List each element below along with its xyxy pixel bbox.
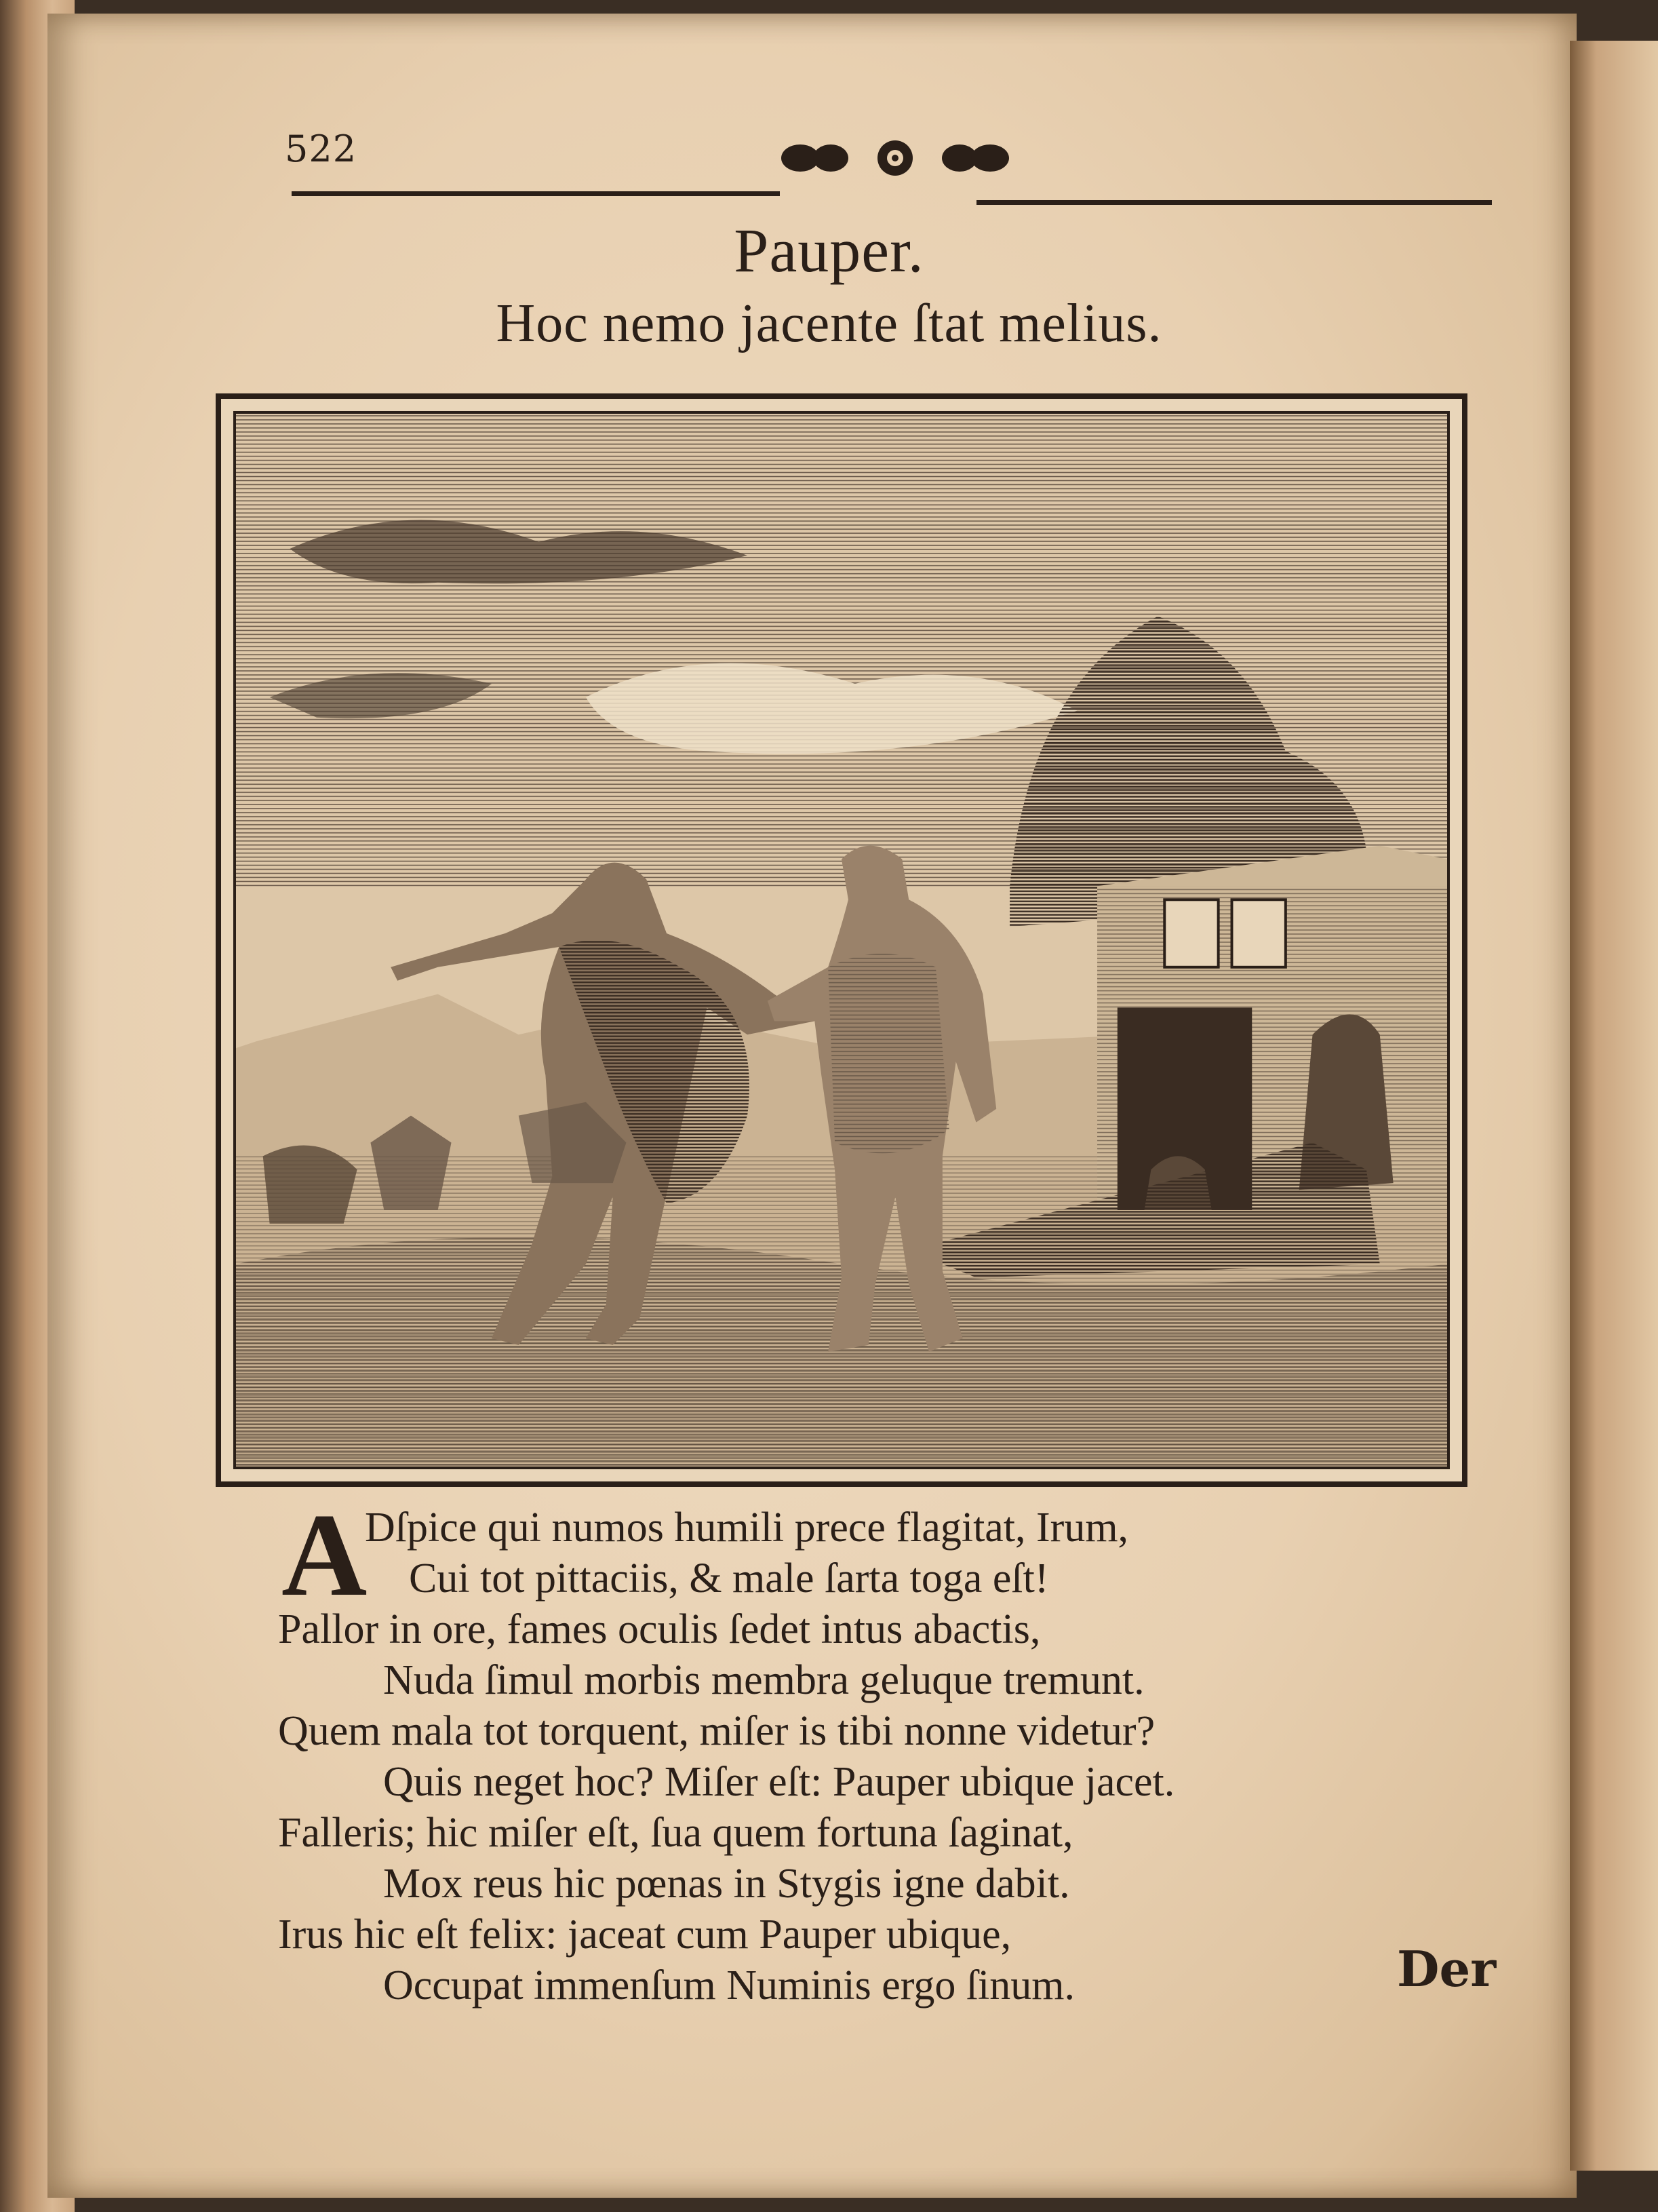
facing-page-edge — [1570, 41, 1658, 2171]
page-title: Pauper. — [734, 216, 924, 285]
poem-line: Mox reus hic pœnas in Stygis igne dabit. — [383, 1861, 1070, 1907]
poem-line: Pallor in ore, fames oculis ſedet intus abactis, — [278, 1606, 1041, 1652]
page-number: 522 — [285, 128, 357, 170]
poem-line: Nuda ſimul morbis membra geluque tremunt. — [383, 1657, 1145, 1703]
engraving-plate — [216, 393, 1467, 1487]
poem-line: Irus hic eſt felix: jaceat cum Pauper ubique, — [278, 1912, 1012, 1958]
poem-line: Quis neget hoc? Miſer eſt: Pauper ubique jacet. — [383, 1759, 1175, 1805]
poem-verse — [278, 1489, 1431, 2011]
poem-line: Dſpice qui numos humili prece flagitat, Irum, — [365, 1505, 1129, 1551]
page-motto: Hoc nemo jacente ſtat melius. — [496, 294, 1162, 353]
poem-line: Quem mala tot torquent, miſer is tibi nonne videtur? — [278, 1708, 1156, 1754]
poem-line: Cui tot pittaciis, & male ſarta toga eſt! — [409, 1555, 1049, 1602]
engraving-two-men-exchanging-coin-illustration — [233, 411, 1450, 1469]
poem-line: Occupat immenſum Numinis ergo ſinum. — [383, 1962, 1075, 2009]
header-rule-left — [292, 191, 780, 196]
catchword: Der — [1397, 1940, 1497, 1998]
header-rule-right — [976, 200, 1492, 205]
fleuron-ornament-icon — [773, 128, 1017, 189]
poem-line: Falleris; hic miſer eſt, ſua quem fortuna ſaginat, — [278, 1810, 1073, 1856]
poem-dropcap: A — [281, 1489, 368, 1621]
